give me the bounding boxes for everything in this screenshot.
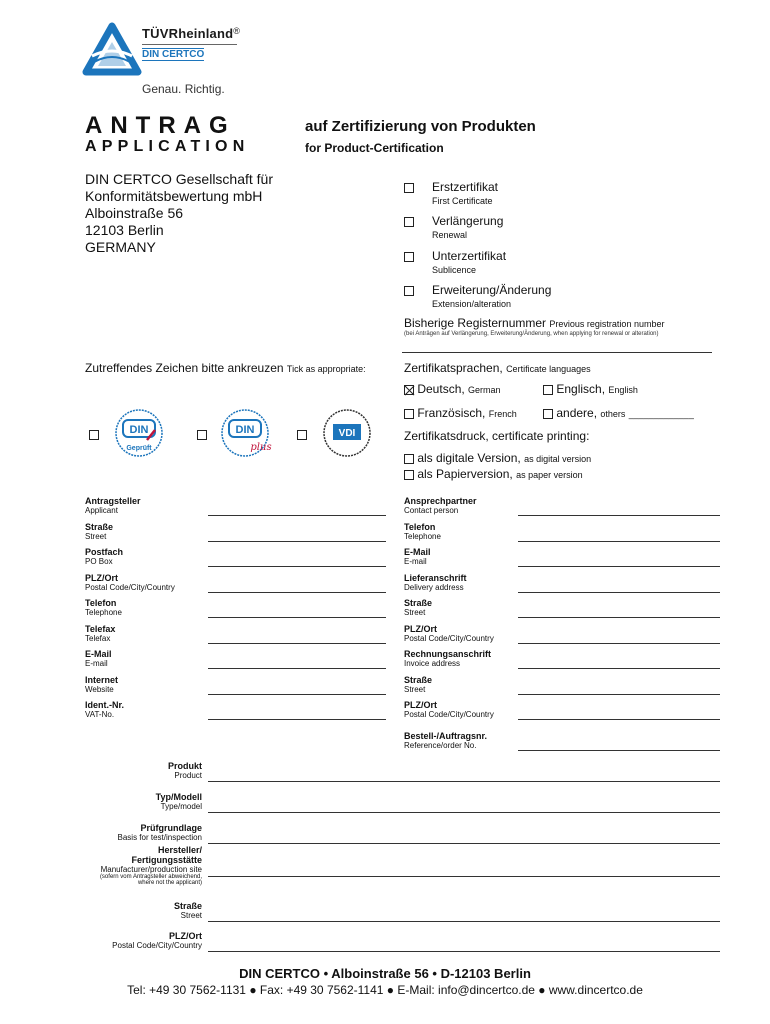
field-label-en: Street xyxy=(404,685,426,694)
field-label-en: Postal Code/City/Country xyxy=(404,634,494,643)
delivery-input-line[interactable] xyxy=(518,592,720,593)
field-label: E-Mail xyxy=(404,547,431,557)
email-input-line[interactable] xyxy=(208,668,386,669)
registration-note: (bei Anträgen auf Verlängerung, Erweiterung/Änderung, when applying for renewal or alteration) xyxy=(404,331,659,337)
field-label-en: Postal Code/City/Country xyxy=(85,583,175,592)
field-ansprechpartner xyxy=(404,496,477,515)
language-label-en: French xyxy=(488,409,517,419)
field-telefon xyxy=(85,598,122,617)
address-line: 12103 Berlin xyxy=(85,222,164,238)
field-label-en: PO Box xyxy=(85,557,113,566)
printing-label: als Papierversion, xyxy=(417,467,513,481)
tuv-triangle-icon xyxy=(82,22,142,78)
field-contact-email xyxy=(404,547,431,566)
address-line: Alboinstraße 56 xyxy=(85,205,184,221)
pobox-input-line[interactable] xyxy=(208,566,386,567)
field-invoice-strasse xyxy=(404,675,432,694)
field-label: PLZ/Ort xyxy=(404,700,437,710)
contact-person-input-line[interactable] xyxy=(518,515,720,516)
option-label: Verlängerung xyxy=(432,214,504,228)
field-label-en: Contact person xyxy=(404,506,459,515)
checkbox[interactable] xyxy=(404,217,414,227)
field-label: Telefon xyxy=(85,598,117,608)
field-label: Straße xyxy=(404,598,433,608)
din-gepruft-mark-caption: Geprüft xyxy=(126,445,152,452)
logo-wordmark: TÜVRheinland® xyxy=(142,26,241,41)
field-rechnungsanschrift xyxy=(404,649,491,668)
field-contact-telefon xyxy=(404,522,441,541)
field-plz-ort xyxy=(85,573,175,592)
field-bestellnr xyxy=(404,731,487,750)
field-label: Produkt xyxy=(167,761,202,771)
printing-label: als digitale Version, xyxy=(417,451,521,465)
din-gepruft-mark-text: DIN xyxy=(129,424,149,436)
vdi-mark-icon xyxy=(317,408,377,458)
field-label-en: Invoice address xyxy=(404,659,461,668)
field-label: Postfach xyxy=(85,547,124,557)
language-label-en: German xyxy=(468,385,501,395)
language-label-en: others xyxy=(600,409,626,419)
address-line: GERMANY xyxy=(85,239,156,255)
logo-divider xyxy=(142,44,237,45)
field-label: Antragsteller xyxy=(85,496,141,506)
field-product-plz-ort xyxy=(82,931,202,950)
language-label: Englisch, xyxy=(556,382,606,396)
field-label-en: Reference/order No. xyxy=(404,741,477,750)
page-title-en: APPLICATION xyxy=(85,138,250,155)
language-label-en: English xyxy=(608,385,638,395)
field-label-en: Manufacturer/production site xyxy=(100,865,202,874)
field-label-en: E-mail xyxy=(404,557,427,566)
field-label-en: Product xyxy=(174,771,202,780)
field-internet xyxy=(85,675,118,694)
delivery-street-input-line[interactable] xyxy=(518,617,720,618)
checkbox-din-gepruft[interactable] xyxy=(89,430,99,440)
field-label: Straße xyxy=(85,522,114,532)
option-label: Erstzertifikat xyxy=(432,180,499,194)
checkbox-din-plus[interactable] xyxy=(197,430,207,440)
type-model-input-line[interactable] xyxy=(208,812,720,813)
applicant-input-line[interactable] xyxy=(208,515,386,516)
registration-input-line[interactable] xyxy=(402,352,712,353)
field-label: Hersteller/ xyxy=(157,845,202,855)
registration-label-de: Bisherige Registernummer xyxy=(404,316,547,330)
field-label: Prüfgrundlage xyxy=(140,823,202,833)
field-produkt xyxy=(82,761,202,780)
invoice-postal-input-line[interactable] xyxy=(518,719,720,720)
field-label-en: Telefax xyxy=(85,634,111,643)
field-label: PLZ/Ort xyxy=(169,931,202,941)
language-englisch xyxy=(543,382,638,396)
address-line: Konformitätsbewertung mbH xyxy=(85,188,263,204)
checkbox-vdi[interactable] xyxy=(297,430,307,440)
page-title: ANTRAG xyxy=(85,112,236,139)
language-label: Deutsch, xyxy=(417,382,465,396)
field-pruefgrundlage xyxy=(82,823,202,842)
option-label-en: First Certificate xyxy=(432,196,493,206)
tick-instruction xyxy=(85,361,366,375)
field-label-en: E-mail xyxy=(85,659,108,668)
languages-title-de: Zertifikatsprachen, xyxy=(404,361,503,375)
field-label: Rechnungsanschrift xyxy=(404,649,492,659)
field-lieferanschrift xyxy=(404,573,467,592)
field-label-en: Street xyxy=(404,608,426,617)
checkbox[interactable] xyxy=(404,252,414,262)
certification-marks xyxy=(85,408,465,456)
delivery-postal-input-line[interactable] xyxy=(518,643,720,644)
logo-slogan: Genau. Richtig. xyxy=(142,82,225,96)
field-label: Internet xyxy=(85,675,119,685)
field-label-en: Basis for test/inspection xyxy=(117,833,202,842)
registration-label xyxy=(404,316,664,330)
languages-title-en: Certificate languages xyxy=(506,364,591,374)
field-label-en: Postal Code/City/Country xyxy=(404,710,494,719)
din-plus-mark-text: DIN xyxy=(235,424,255,436)
product-input-line[interactable] xyxy=(208,781,720,782)
languages-title xyxy=(404,361,591,375)
field-label-line2: Fertigungsstätte xyxy=(131,855,202,865)
field-label: Ansprechpartner xyxy=(404,496,477,506)
page-subtitle: auf Zertifizierung von Produkten xyxy=(305,118,536,135)
field-label-en: Postal Code/City/Country xyxy=(112,941,202,950)
street-input-line[interactable] xyxy=(208,541,386,542)
telefax-input-line[interactable] xyxy=(208,643,386,644)
field-label: PLZ/Ort xyxy=(85,573,118,583)
field-label-en: Telephone xyxy=(404,532,441,541)
option-label: Unterzertifikat xyxy=(432,249,507,263)
field-label: Ident.-Nr. xyxy=(85,700,125,710)
field-postfach xyxy=(85,547,123,566)
checkbox-checked[interactable] xyxy=(404,385,414,395)
field-label: Telefax xyxy=(85,624,116,634)
checkbox[interactable] xyxy=(543,409,553,419)
field-antragsteller xyxy=(85,496,141,515)
field-product-strasse xyxy=(82,901,202,920)
field-label-en: Street xyxy=(180,911,202,920)
field-strasse xyxy=(85,522,113,541)
invoice-street-input-line[interactable] xyxy=(518,694,720,695)
field-ident-nr xyxy=(85,700,124,719)
field-label-en: Street xyxy=(85,532,107,541)
field-label: Straße xyxy=(404,675,433,685)
product-postal-input-line[interactable] xyxy=(208,951,720,952)
din-gepruft-mark-icon xyxy=(109,408,169,458)
option-label-en: Extension/alteration xyxy=(432,299,512,309)
printing-title: Zertifikatsdruck, certificate printing: xyxy=(404,429,590,443)
field-label: Straße xyxy=(173,901,202,911)
printing-label-en: as digital version xyxy=(524,454,592,464)
tick-instruction-de: Zutreffendes Zeichen bitte ankreuzen xyxy=(85,361,284,375)
registration-label-en: Previous registration number xyxy=(549,319,665,329)
basis-input-line[interactable] xyxy=(208,843,720,844)
logo-din-certco: DIN CERTCO xyxy=(142,49,205,60)
field-label-en: Type/model xyxy=(160,802,202,811)
checkbox[interactable] xyxy=(404,470,414,480)
field-label-en: VAT-No. xyxy=(85,710,115,719)
option-label-en: Renewal xyxy=(432,230,468,240)
option-label-en: Sublicence xyxy=(432,265,477,275)
order-number-input-line[interactable] xyxy=(518,750,720,751)
language-label: Französisch, xyxy=(417,406,486,420)
field-delivery-strasse xyxy=(404,598,432,617)
contact-telephone-input-line[interactable] xyxy=(518,541,720,542)
field-label: E-Mail xyxy=(85,649,112,659)
field-delivery-plz-ort xyxy=(404,624,494,643)
other-language-blank[interactable]: _____________ xyxy=(628,409,694,419)
footer-address: DIN CERTCO • Alboinstraße 56 • D-12103 Berlin xyxy=(239,966,531,981)
address-line: DIN CERTCO Gesellschaft für xyxy=(85,171,274,187)
field-invoice-plz-ort xyxy=(404,700,494,719)
field-label-en: Applicant xyxy=(85,506,118,515)
product-street-input-line[interactable] xyxy=(208,921,720,922)
language-andere xyxy=(543,406,694,420)
vdi-mark-text: VDI xyxy=(338,428,356,439)
checkbox[interactable] xyxy=(543,385,553,395)
field-label: Bestell-/Auftragsnr. xyxy=(404,731,488,741)
contact-email-input-line[interactable] xyxy=(518,566,720,567)
field-email xyxy=(85,649,112,668)
vat-input-line[interactable] xyxy=(208,719,386,720)
checkbox[interactable] xyxy=(404,286,414,296)
field-note: where not the applicant) xyxy=(137,880,202,886)
field-label-en: Website xyxy=(85,685,114,694)
din-plus-mark-icon xyxy=(215,408,283,458)
invoice-input-line[interactable] xyxy=(518,668,720,669)
field-label-en: Telephone xyxy=(85,608,122,617)
field-note: (sofern vom Antragsteller abweichend, xyxy=(99,874,202,880)
field-telefax xyxy=(85,624,115,643)
telephone-input-line[interactable] xyxy=(208,617,386,618)
field-label-en: Delivery address xyxy=(404,583,464,592)
checkbox[interactable] xyxy=(404,183,414,193)
din-plus-mark-caption: plus xyxy=(250,442,272,453)
website-input-line[interactable] xyxy=(208,694,386,695)
field-label: Typ/Modell xyxy=(155,792,202,802)
option-label: Erweiterung/Änderung xyxy=(432,283,552,297)
field-label: PLZ/Ort xyxy=(404,624,437,634)
language-label: andere, xyxy=(556,406,598,420)
field-typ-modell xyxy=(82,792,202,811)
manufacturer-input-line[interactable] xyxy=(208,876,720,877)
language-deutsch xyxy=(404,382,501,396)
printing-paper xyxy=(404,467,583,481)
footer-contact: Tel: +49 30 7562-1131 ● Fax: +49 30 7562-1141 ● E-Mail: info@dincertco.de ● www.dincertco.de xyxy=(127,983,643,997)
tick-instruction-en: Tick as appropriate: xyxy=(286,364,366,374)
printing-label-en: as paper version xyxy=(516,470,583,480)
field-label: Lieferanschrift xyxy=(404,573,467,583)
field-hersteller xyxy=(82,845,202,886)
recipient-address xyxy=(85,171,273,256)
postal-input-line[interactable] xyxy=(208,592,386,593)
field-label: Telefon xyxy=(404,522,436,532)
page-subtitle-en: for Product-Certification xyxy=(305,141,444,155)
